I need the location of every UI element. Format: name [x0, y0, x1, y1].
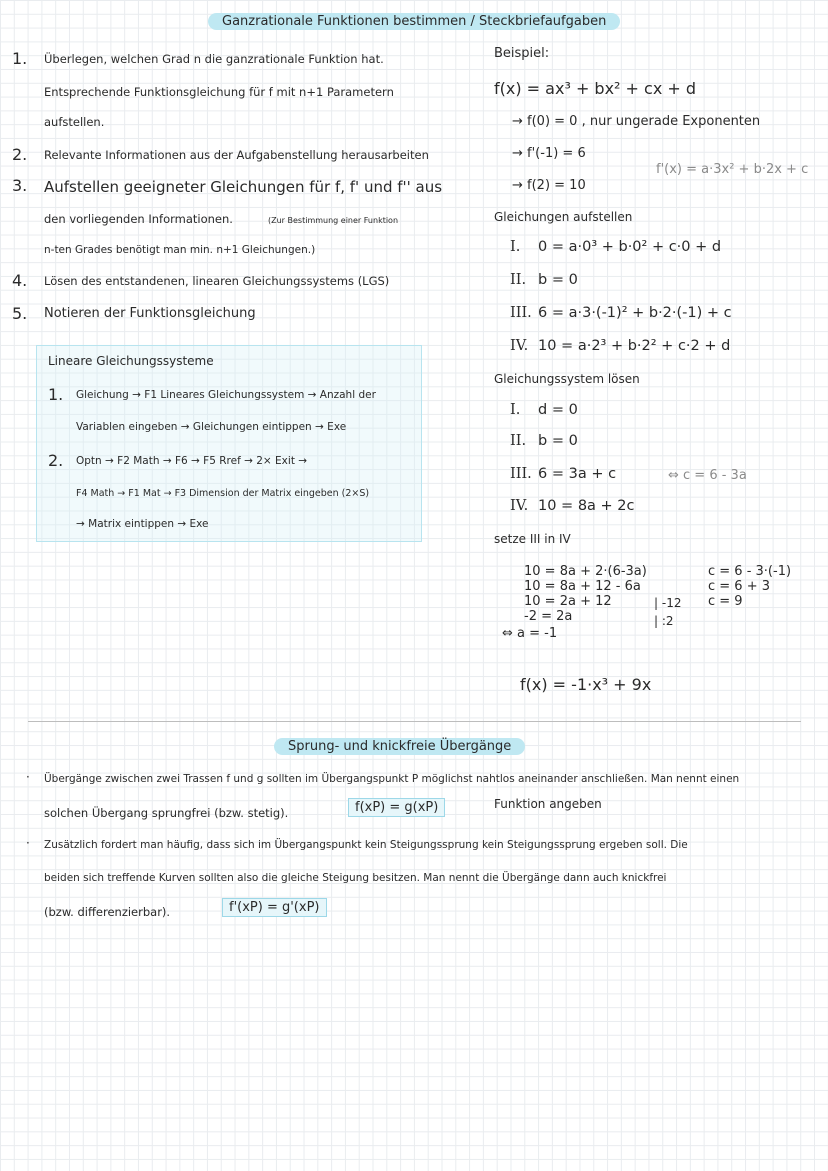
lgs-text: → Matrix eintippen → Exe	[76, 518, 209, 530]
step-text: Aufstellen geeigneter Gleichungen für f, f' und f'' aus	[44, 178, 443, 196]
section-header: Gleichungen aufstellen	[494, 210, 633, 224]
equation-numeral: IV.	[510, 498, 529, 514]
calc-result: ⇔ a = -1	[502, 626, 558, 641]
solve-note: ⇔ c = 6 - 3a	[668, 468, 747, 483]
equation-numeral: II.	[510, 272, 527, 288]
equation-text: 6 = a·3·(-1)² + b·2·(-1) + c	[538, 305, 732, 321]
calc-line: 10 = 8a + 2·(6-3a)	[524, 564, 647, 579]
equation-row	[510, 239, 721, 255]
calc-line: c = 6 + 3	[708, 579, 771, 594]
step-text: den vorliegenden Informationen.	[44, 212, 233, 226]
step-note: (Zur Bestimmung einer Funktion	[268, 216, 399, 225]
step-text: Notieren der Funktionsgleichung	[44, 306, 256, 321]
formula-box: f(xP) = g(xP)	[348, 798, 445, 817]
lgs-box	[36, 345, 422, 542]
equation-text: 6 = 3a + c	[538, 466, 617, 482]
equation-numeral: IV.	[510, 338, 529, 354]
calc-block	[524, 564, 647, 624]
solve-row	[510, 402, 578, 418]
equation-numeral: II.	[510, 433, 527, 449]
equation-row	[510, 338, 730, 354]
solve-row	[510, 498, 635, 514]
calc-ops	[654, 594, 681, 630]
step-number: 4.	[12, 271, 28, 290]
step-text: Überlegen, welchen Grad n die ganzrationale Funktion hat.	[44, 52, 384, 66]
calc-line: c = 6 - 3·(-1)	[708, 564, 792, 579]
section-title: Sprung- und knickfreie Übergänge	[274, 738, 525, 755]
paragraph-line: solchen Übergang sprungfrei (bzw. stetig).	[44, 806, 289, 820]
c-calc-block	[708, 564, 791, 609]
formula-note: Funktion angeben	[494, 797, 602, 811]
condition: → f(0) = 0 , nur ungerade Exponenten	[512, 114, 761, 129]
condition: → f(2) = 10	[512, 178, 586, 193]
solve-row	[510, 433, 578, 449]
equation-numeral: III.	[510, 466, 532, 482]
calc-line: 10 = 8a + 12 - 6a	[524, 579, 641, 594]
calc-line: 10 = 2a + 12	[524, 594, 612, 609]
condition: → f'(-1) = 6	[512, 146, 586, 161]
equation-row	[510, 305, 732, 321]
equation-text: 0 = a·0³ + b·0² + c·0 + d	[538, 239, 722, 255]
lgs-item-number: 1.	[48, 385, 64, 404]
lgs-text: Optn → F2 Math → F6 → F5 Rref → 2× Exit →	[76, 455, 308, 467]
general-equation: f(x) = ax³ + bx² + cx + d	[494, 79, 697, 98]
equation-text: 10 = 8a + 2c	[538, 498, 635, 514]
paragraph-line: (bzw. differenzierbar).	[44, 905, 171, 919]
bullet: ·	[26, 836, 30, 850]
calc-line: -2 = 2a	[524, 609, 573, 624]
step-number: 5.	[12, 304, 28, 323]
substitute-label: setze III in IV	[494, 532, 571, 546]
equation-numeral: I.	[510, 402, 521, 418]
solve-row	[510, 466, 616, 482]
lgs-title: Lineare Gleichungssysteme	[48, 354, 214, 368]
equation-numeral: I.	[510, 239, 521, 255]
calc-op: | :2	[654, 614, 674, 628]
lgs-text: F4 Math → F1 Mat → F3 Dimension der Matrix eingeben (2×S)	[76, 488, 370, 499]
equation-text: 10 = a·2³ + b·2² + c·2 + d	[538, 338, 731, 354]
step-number: 2.	[12, 145, 28, 164]
equation-text: b = 0	[538, 272, 578, 288]
step-number: 3.	[12, 176, 28, 195]
paragraph-line: beiden sich treffende Kurven sollten also die gleiche Steigung besitzen. Man nennt die Übergänge dann auch knickfrei	[44, 872, 667, 884]
final-function: f(x) = -1·x³ + 9x	[520, 675, 652, 694]
equation-row	[510, 272, 578, 288]
equation-text: b = 0	[538, 433, 578, 449]
calc-op: | -12	[654, 596, 682, 610]
example-label: Beispiel:	[494, 46, 550, 61]
lgs-text: Variablen eingeben → Gleichungen eintippen → Exe	[76, 421, 347, 433]
lgs-item-number: 2.	[48, 451, 64, 470]
equation-text: d = 0	[538, 402, 578, 418]
derivative: f'(x) = a·3x² + b·2x + c	[656, 162, 809, 177]
bullet: ·	[26, 770, 30, 784]
paragraph-line: Übergänge zwischen zwei Trassen f und g sollten im Übergangspunkt P möglichst nahtlos aneinander anschließen. Man nennt einen	[44, 773, 740, 785]
step-number: 1.	[12, 49, 28, 68]
calc-line: c = 9	[708, 594, 743, 609]
section-header: Gleichungssystem lösen	[494, 372, 640, 386]
lgs-text: Gleichung → F1 Lineares Gleichungssystem → Anzahl der	[76, 389, 376, 401]
step-text: aufstellen.	[44, 115, 105, 129]
step-text: Entsprechende Funktionsgleichung für f mit n+1 Parametern	[44, 85, 394, 99]
equation-numeral: III.	[510, 305, 532, 321]
step-note: n-ten Grades benötigt man min. n+1 Gleichungen.)	[44, 244, 316, 256]
section-divider	[28, 721, 801, 722]
page-title: Ganzrationale Funktionen bestimmen / Steckbriefaufgaben	[208, 13, 620, 30]
step-text: Lösen des entstandenen, linearen Gleichungssystems (LGS)	[44, 274, 390, 288]
step-text: Relevante Informationen aus der Aufgabenstellung herausarbeiten	[44, 148, 429, 162]
paragraph-line: Zusätzlich fordert man häufig, dass sich im Übergangspunkt kein Steigungssprung kein Steigungssprung ergeben soll. Die	[44, 839, 688, 851]
formula-box: f'(xP) = g'(xP)	[222, 898, 327, 917]
